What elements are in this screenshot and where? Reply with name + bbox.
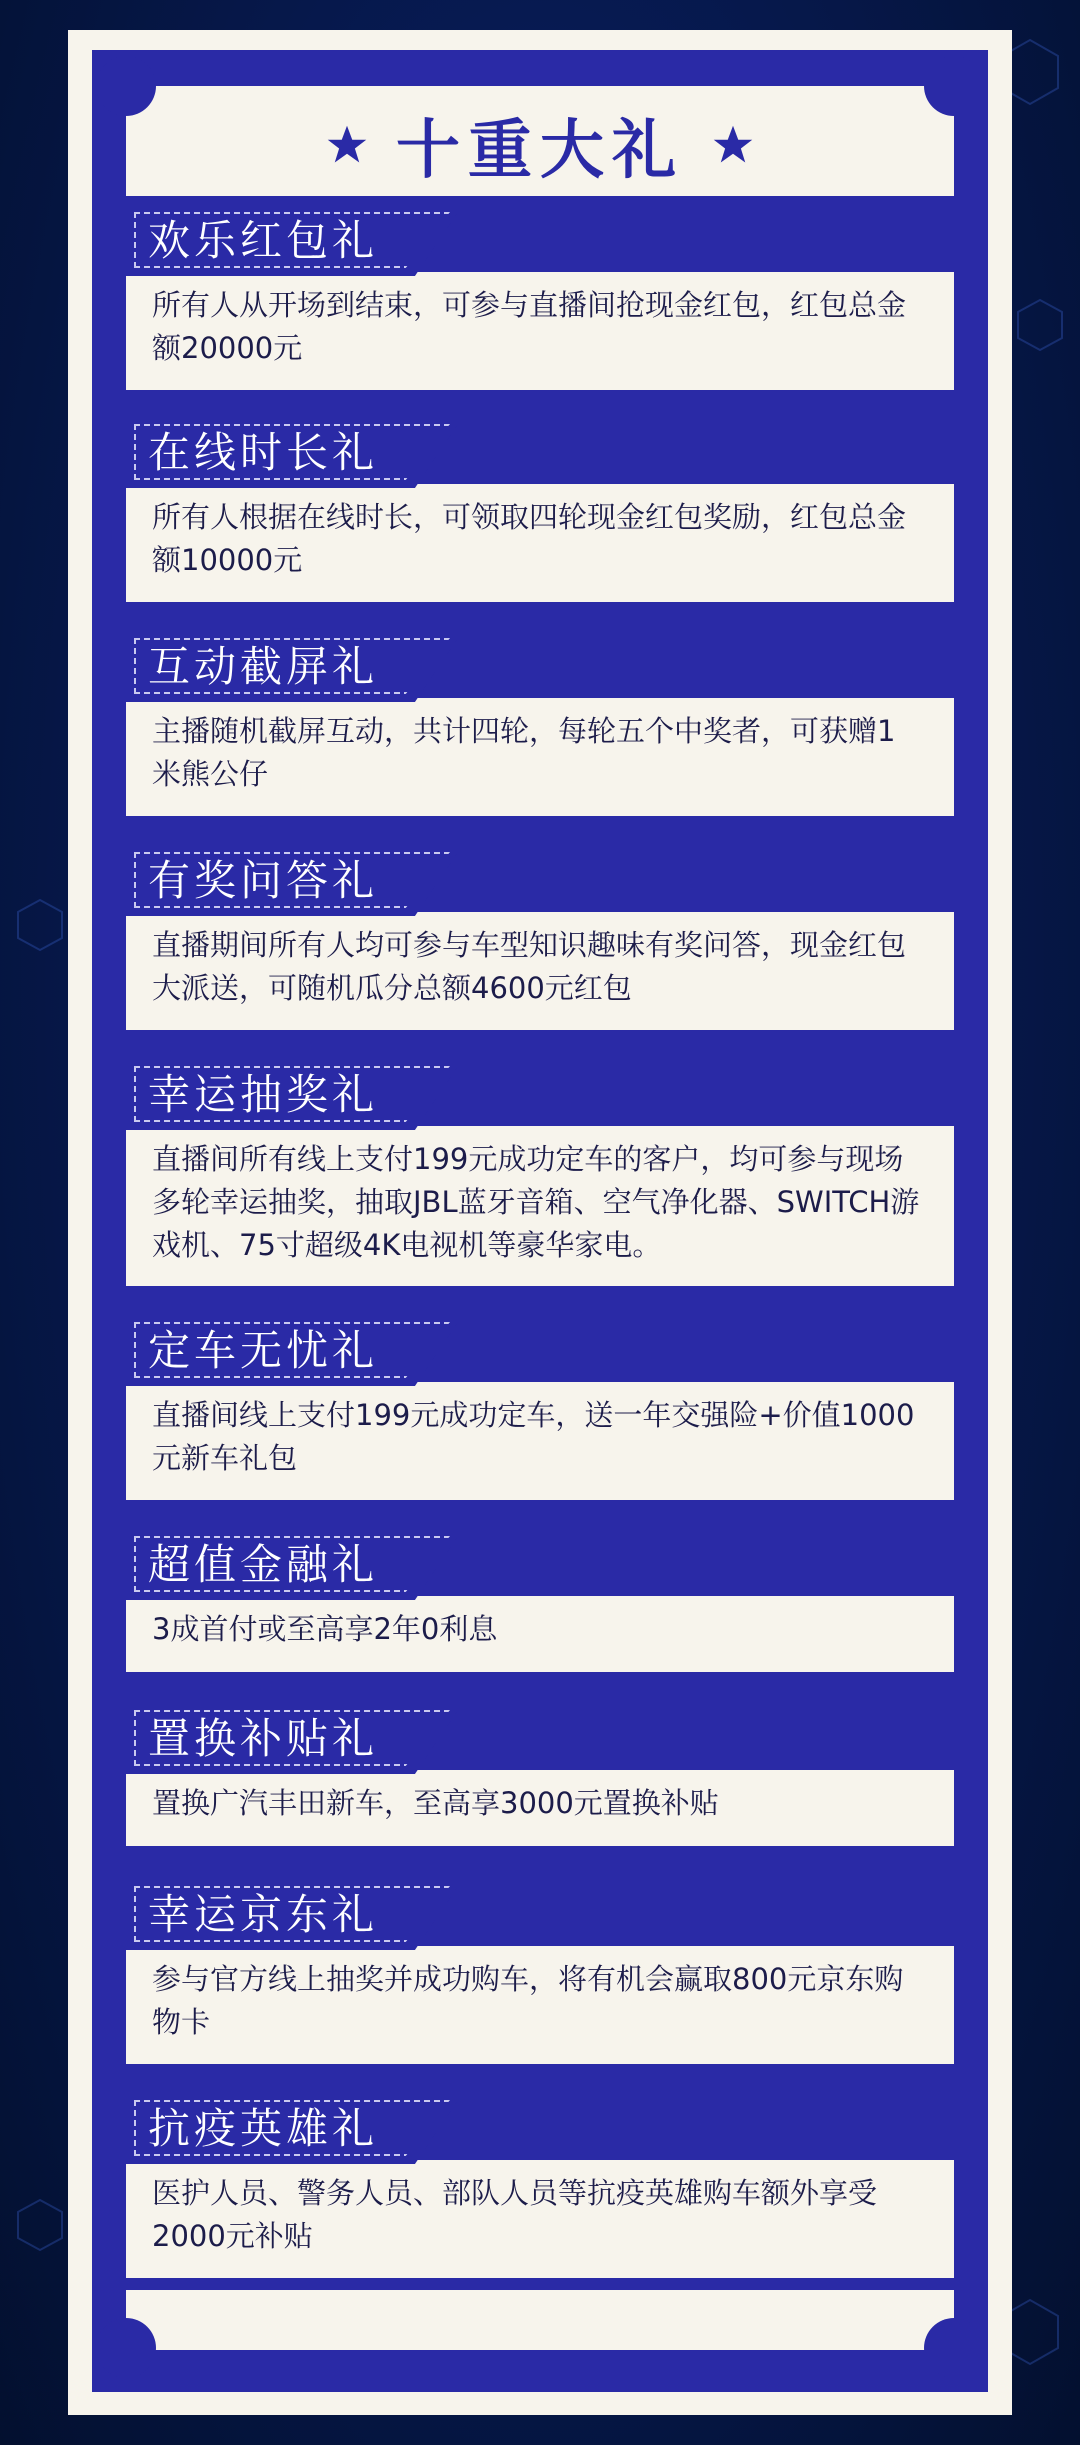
gift-description: 所有人从开场到结束，可参与直播间抢现金红包，红包总金额20000元 (152, 288, 907, 365)
gift-name: 抗疫英雄礼 (148, 2104, 379, 2153)
gift-card (126, 912, 954, 1036)
gift-description: 医护人员、警务人员、部队人员等抗疫英雄购车额外享受2000元补贴 (152, 2176, 878, 2253)
gift-name: 幸运京东礼 (148, 1890, 379, 1939)
gift-description: 直播期间所有人均可参与车型知识趣味有奖问答，现金红包大派送，可随机瓜分总额4600元红包 (152, 928, 907, 1005)
title-row (126, 100, 954, 190)
gift-name: 在线时长礼 (148, 428, 379, 477)
gift-card (126, 1596, 954, 1678)
gift-section (118, 1704, 962, 1852)
gift-section (118, 1880, 962, 2070)
gift-section (118, 418, 962, 608)
gift-name: 幸运抽奖礼 (148, 1070, 379, 1119)
footer-corner-left (96, 2318, 156, 2378)
gift-name: 超值金融礼 (148, 1540, 379, 1589)
gift-card (126, 1946, 954, 2070)
star-icon (326, 124, 368, 166)
gift-section (118, 206, 962, 396)
star-icon (712, 124, 754, 166)
footer-card (126, 2290, 954, 2350)
gift-description: 置换广汽丰田新车，至高享3000元置换补贴 (152, 1786, 719, 1820)
gift-description: 参与官方线上抽奖并成功购车，将有机会赢取800元京东购物卡 (152, 1962, 904, 2039)
gift-section (118, 632, 962, 822)
gift-section (118, 2094, 962, 2284)
gift-card (126, 698, 954, 822)
gift-section (118, 1316, 962, 1506)
gift-card (126, 1126, 954, 1292)
gift-card (126, 1770, 954, 1852)
footer-corner-right (924, 2318, 984, 2378)
gift-name: 互动截屏礼 (148, 642, 379, 691)
gift-name: 置换补贴礼 (148, 1714, 379, 1763)
gift-name: 定车无忧礼 (148, 1326, 379, 1375)
gift-section (118, 1060, 962, 1292)
gift-description: 直播间所有线上支付199元成功定车的客户，均可参与现场多轮幸运抽奖，抽取JBL蓝牙音箱、空气净化器、SWITCH游戏机、75寸超级4K电视机等豪华家电。 (152, 1142, 920, 1262)
gift-section (118, 846, 962, 1036)
gift-card (126, 484, 954, 608)
gift-name: 欢乐红包礼 (148, 216, 379, 265)
gift-name: 有奖问答礼 (148, 856, 379, 905)
gift-description: 直播间线上支付199元成功定车，送一年交强险+价值1000元新车礼包 (152, 1398, 915, 1475)
gift-card (126, 1382, 954, 1506)
gift-description: 所有人根据在线时长，可领取四轮现金红包奖励，红包总金额10000元 (152, 500, 907, 577)
gift-description: 3成首付或至高享2年0利息 (152, 1612, 498, 1646)
gift-card (126, 2160, 954, 2284)
page-title: 十重大礼 (396, 114, 684, 188)
gift-card (126, 272, 954, 396)
gift-description: 主播随机截屏互动，共计四轮，每轮五个中奖者，可获赠1米熊公仔 (152, 714, 896, 791)
gift-section (118, 1530, 962, 1678)
